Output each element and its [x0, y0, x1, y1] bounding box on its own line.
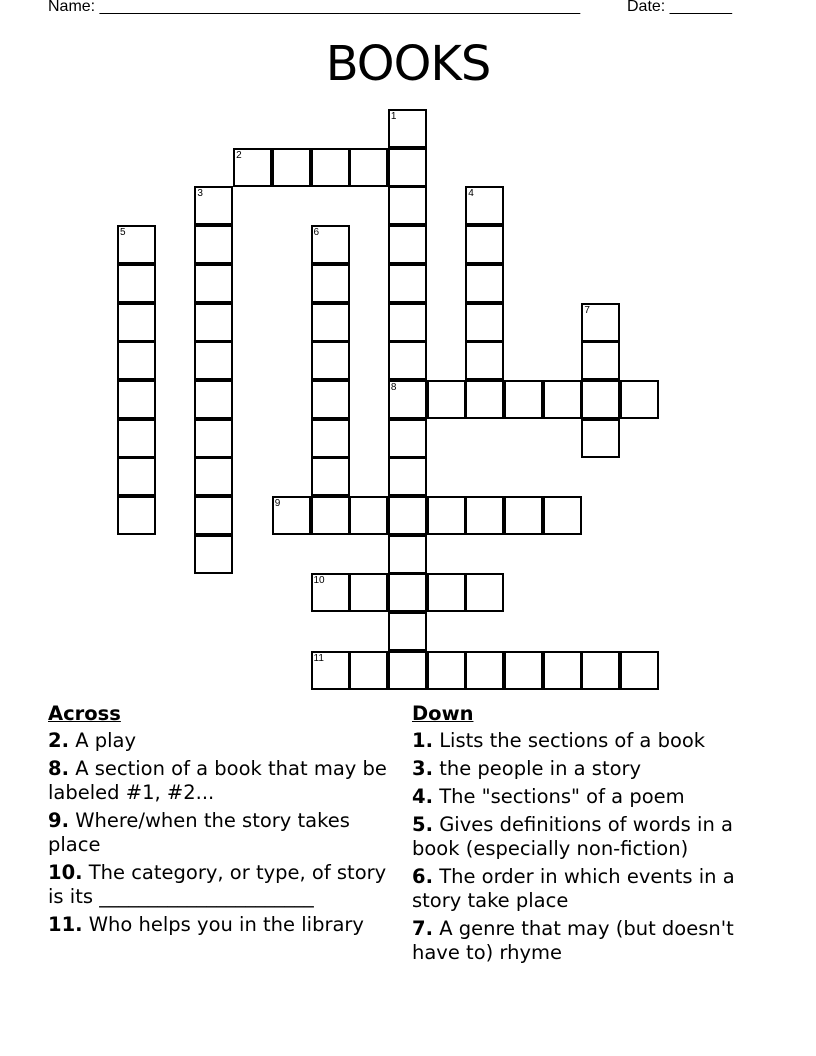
grid-cell[interactable] [388, 109, 427, 148]
grid-cell[interactable] [311, 264, 350, 303]
clue-across-10 [48, 861, 393, 909]
clue-number: 7. [412, 917, 433, 940]
grid-cell[interactable] [465, 380, 504, 419]
clue-text: Who helps you in the library [88, 913, 364, 936]
clue-number-label: 9 [274, 498, 281, 509]
grid-cell[interactable] [581, 419, 620, 458]
grid-cell[interactable] [581, 341, 620, 380]
down-clues [412, 702, 757, 969]
page-title: BOOKS [325, 36, 491, 92]
clue-number-label: 2 [236, 149, 242, 161]
clue-number-label: 6 [313, 227, 320, 239]
clue-number-label: 7 [584, 304, 590, 316]
clue-text: Where/when the story takes place [48, 809, 350, 856]
name-field[interactable]: Name: ______________________________________________________ [48, 0, 581, 15]
grid-cell[interactable] [543, 651, 582, 690]
grid-cell[interactable] [504, 380, 543, 419]
clue-number: 1. [412, 729, 433, 752]
grid-cell[interactable] [117, 341, 156, 380]
clue-number-label: 1 [390, 111, 397, 122]
clue-across-8 [48, 757, 393, 805]
grid-cell[interactable] [465, 573, 504, 612]
clue-number: 6. [412, 865, 433, 888]
grid-cell[interactable] [504, 651, 543, 690]
grid-cell[interactable] [349, 496, 388, 535]
grid-cell[interactable] [388, 457, 427, 496]
grid-cell[interactable] [427, 496, 466, 535]
grid-cell[interactable] [581, 651, 620, 690]
grid-cell[interactable] [388, 496, 427, 535]
grid-cell[interactable] [465, 341, 504, 380]
grid-cell[interactable] [194, 303, 233, 342]
clue-number: 8. [48, 757, 69, 780]
clue-text: Gives definitions of words in a book (especially non-fiction) [412, 813, 733, 860]
clue-text: A genre that may (but doesn't have to) rhyme [412, 917, 734, 964]
grid-cell[interactable] [194, 341, 233, 380]
clue-text: The category, or type, of story is its ______________________ [48, 861, 387, 908]
grid-cell[interactable] [194, 419, 233, 458]
grid-cell[interactable] [194, 496, 233, 535]
across-heading: Across [48, 702, 121, 725]
clue-down-1 [412, 729, 757, 753]
grid-cell[interactable] [465, 303, 504, 342]
grid-cell[interactable] [311, 573, 350, 612]
clue-number: 10. [48, 861, 83, 884]
clue-text: the people in a story [439, 757, 642, 780]
grid-cell[interactable] [427, 573, 466, 612]
clue-across-2 [48, 729, 393, 753]
grid-cell[interactable] [465, 225, 504, 264]
clue-down-6 [412, 865, 757, 913]
clue-number: 3. [412, 757, 433, 780]
grid-cell[interactable] [311, 225, 350, 264]
grid-cell[interactable] [311, 341, 350, 380]
grid-cell[interactable] [117, 303, 156, 342]
grid-cell[interactable] [311, 496, 350, 535]
grid-cell[interactable] [194, 186, 233, 225]
grid-cell[interactable] [233, 148, 272, 187]
grid-cell[interactable] [311, 419, 350, 458]
clue-text: The order in which events in a story take place [412, 865, 735, 912]
grid-cell[interactable] [194, 380, 233, 419]
clue-number-label: 10 [313, 575, 325, 587]
grid-cell[interactable] [117, 419, 156, 458]
across-clues [48, 702, 393, 941]
grid-cell[interactable] [311, 651, 350, 690]
clue-number-label: 5 [120, 227, 126, 239]
grid-cell[interactable] [349, 573, 388, 612]
clue-number-label: 4 [468, 188, 474, 200]
clue-number: 2. [48, 729, 69, 752]
grid-cell[interactable] [117, 496, 156, 535]
clue-text: The "sections" of a poem [439, 785, 685, 808]
clue-number: 4. [412, 785, 433, 808]
clue-text: Lists the sections of a book [439, 729, 706, 752]
grid-cell[interactable] [620, 380, 659, 419]
grid-cell[interactable] [311, 148, 350, 187]
grid-cell[interactable] [311, 303, 350, 342]
clue-down-4 [412, 785, 757, 809]
grid-cell[interactable] [388, 264, 427, 303]
clue-down-5 [412, 813, 757, 861]
grid-cell[interactable] [543, 380, 582, 419]
grid-cell[interactable] [117, 225, 156, 264]
down-heading: Down [412, 702, 474, 725]
grid-cell[interactable] [388, 341, 427, 380]
grid-cell[interactable] [465, 264, 504, 303]
grid-cell[interactable] [388, 303, 427, 342]
grid-cell[interactable] [117, 264, 156, 303]
clue-text: A section of a book that may be labeled #1, #2... [48, 757, 387, 804]
clue-across-9 [48, 809, 393, 857]
grid-cell[interactable] [272, 148, 311, 187]
grid-cell[interactable] [465, 186, 504, 225]
grid-cell[interactable] [194, 535, 233, 574]
grid-cell[interactable] [388, 573, 427, 612]
grid-cell[interactable] [117, 380, 156, 419]
grid-cell[interactable] [388, 225, 427, 264]
grid-cell[interactable] [543, 496, 582, 535]
clue-down-7 [412, 917, 757, 965]
grid-cell[interactable] [427, 380, 466, 419]
grid-cell[interactable] [581, 380, 620, 419]
grid-cell[interactable] [504, 496, 543, 535]
grid-cell[interactable] [194, 225, 233, 264]
clue-down-3 [412, 757, 757, 781]
grid-cell[interactable] [349, 148, 388, 187]
grid-cell[interactable] [465, 651, 504, 690]
grid-cell[interactable] [388, 380, 427, 419]
clue-number-label: 8 [390, 381, 397, 393]
grid-cell[interactable] [388, 535, 427, 574]
grid-cell[interactable] [117, 457, 156, 496]
grid-cell[interactable] [620, 651, 659, 690]
grid-cell[interactable] [388, 148, 427, 187]
grid-cell[interactable] [311, 380, 350, 419]
clue-number: 9. [48, 809, 69, 832]
grid-cell[interactable] [465, 496, 504, 535]
clue-number: 5. [412, 813, 433, 836]
clue-number: 11. [48, 913, 83, 936]
clue-number-label: 3 [197, 188, 203, 200]
grid-cell[interactable] [311, 457, 350, 496]
grid-cell[interactable] [194, 264, 233, 303]
date-field[interactable]: Date: _______ [627, 0, 732, 15]
grid-cell[interactable] [388, 186, 427, 225]
clue-text: A play [75, 729, 137, 752]
grid-cell[interactable] [388, 651, 427, 690]
clue-number-label: 11 [313, 652, 324, 664]
grid-cell[interactable] [581, 303, 620, 342]
grid-cell[interactable] [194, 457, 233, 496]
grid-cell[interactable] [388, 612, 427, 651]
grid-cell[interactable] [388, 419, 427, 458]
grid-cell[interactable] [349, 651, 388, 690]
clue-across-11 [48, 913, 393, 937]
grid-cell[interactable] [427, 651, 466, 690]
grid-cell[interactable] [272, 496, 311, 535]
